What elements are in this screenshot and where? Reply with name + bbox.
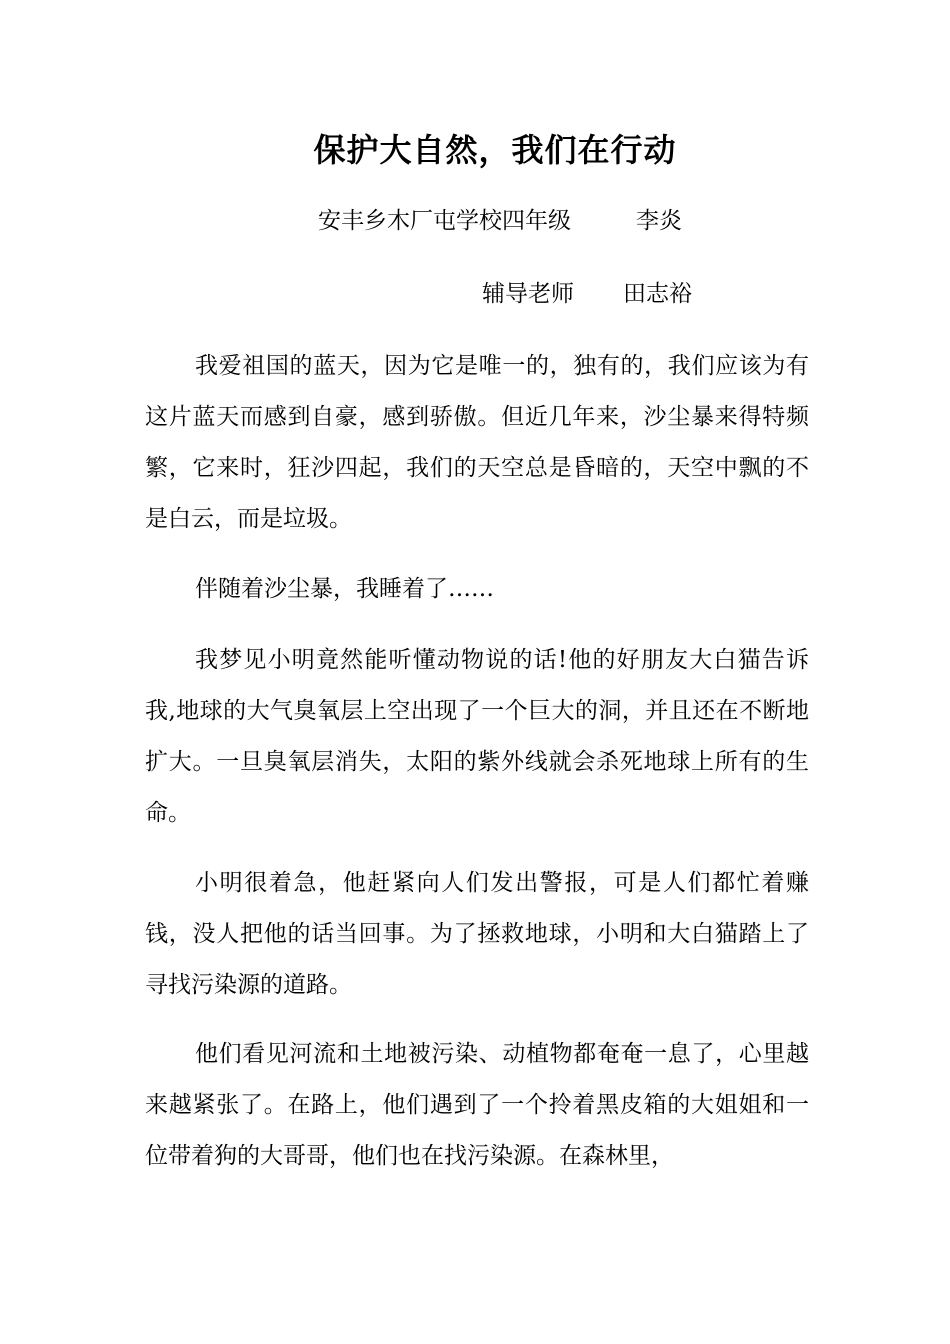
tutor-label: 辅导老师 <box>482 281 574 307</box>
paragraph: 伴随着沙尘暴，我睡着了…… <box>195 576 494 602</box>
document-title: 保护大自然，我们在行动 <box>313 131 677 169</box>
paragraph: 我梦见小明竟然能听懂动物说的话!他的好朋友大白猫告诉我,地球的大气臭氧层上空出现了一个巨大的洞，并且还在不断地扩大。一旦臭氧层消失，太阳的紫外线就会杀死地球上所有的生命。 <box>145 647 809 826</box>
tutor-name: 田志裕 <box>623 281 692 307</box>
author-name: 李炎 <box>636 208 682 234</box>
paragraph: 我爱祖国的蓝天，因为它是唯一的，独有的，我们应该为有这片蓝天而感到自豪，感到骄傲。但近几年来，沙尘暴来得特频繁，它来时，狂沙四起，我们的天空总是昏暗的，天空中飘的不是白云，而是垃圾。 <box>145 353 809 532</box>
paragraph: 他们看见河流和土地被污染、动植物都奄奄一息了，心里越来越紧张了。在路上，他们遇到了一个拎着黑皮箱的大姐姐和一位带着狗的大哥哥，他们也在找污染源。在森林里， <box>145 1041 809 1169</box>
paragraph: 小明很着急，他赶紧向人们发出警报，可是人们都忙着赚钱，没人把他的话当回事。为了拯救地球，小明和大白猫踏上了寻找污染源的道路。 <box>145 870 809 998</box>
author-school: 安丰乡木厂屯学校四年级 <box>318 208 571 234</box>
